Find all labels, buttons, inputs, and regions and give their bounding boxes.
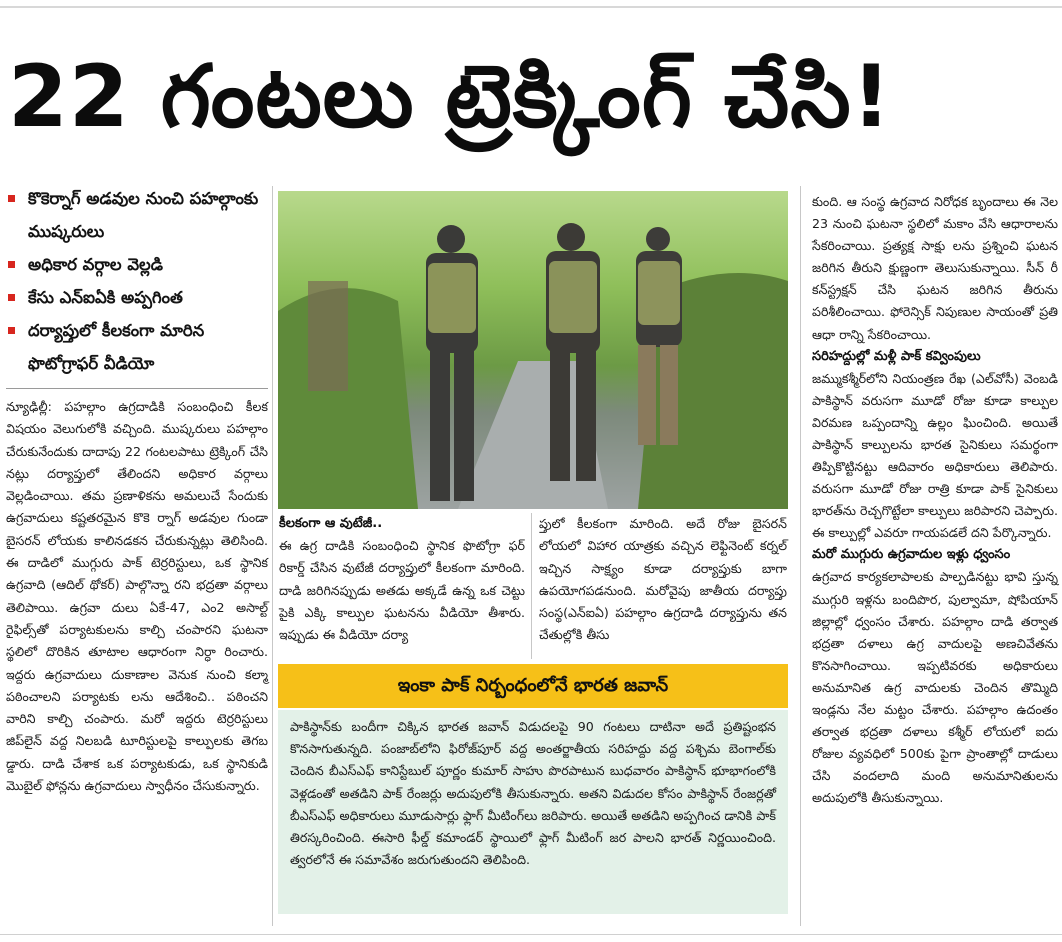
- highlight-item: కొకెర్నాగ్ అడవుల నుంచి పహల్గాంకు ముష్కరులు: [6, 182, 268, 248]
- paragraph: ఉగ్రవాద కార్యకలాపాలకు పాల్పడినట్టు భావి స్తున్న ముగ్గురి ఇళ్లను బందిపొర, పుల్వామా, షోపియాన్ జిల్లాల్లో ధ్వంసం చేశారు. పహల్గాం దాడి తర్వాత భద్రతా దళాలు ఉగ్ర వాదులపై అణచివేతను కొనసాగించాయి. ఇప్పటివరకు అధికారులు అనుమానిత ఉగ్ర వాదులకు చెందిన తొమ్మిది ఇండ్లను నేల మట్టం చేశారు. పహల్గాం ఉదంతం తర్వాత భద్రతా దళాలు కశ్మీర్ లోయలో ఐదు రోజుల వ్యవధిలో 500కు పైగా ప్రాంతాల్లో దాడులు చేసి వందలాది మంది అనుమానితులను అదుపులోకి తీసుకున్నాయి.: [812, 569, 1058, 806]
- jawan-banner: ఇంకా పాక్ నిర్బంధంలోనే భారత జవాన్: [278, 664, 788, 708]
- left-column: [6, 182, 268, 922]
- bullet-square-icon: [8, 195, 15, 202]
- bullet-square-icon: [8, 261, 15, 268]
- section-subheading: సరిహద్దుల్లో మళ్లీ పాక్ కవ్వింపులు: [812, 348, 981, 364]
- paragraph: పాకిస్థాన్‌కు బందీగా చిక్కిన భారత జవాన్ విడుదలపై 90 గంటలు దాటినా అదే ప్రతిష్టంభన కొనసాగుతున్నది. పంజాబ్‌లోని ఫిరోజ్‌పూర్ వద్ద అంతర్జాతీయ సరిహద్దు వద్ద పశ్చిమ బెంగాల్‌కు చెందిన బీఎస్ఎఫ్ కానిస్టేబుల్ పూర్ణం కుమార్ సాహు పొరపాటున బుధవారం పాకిస్థాన్ భూభాగంలోకి వెళ్లడంతో అతడిని పాక్ రేంజర్లు అదుపులోకి తీసుకున్నారు. అతని విడుదల కోసం పాకిస్థాన్ రేంజర్లతో బీఎస్ఎఫ్ అధికారులు మూడుసార్లు ఫ్లాగ్ మీటింగ్‌లు జరిపారు. అయితే అతడిని అప్పగించ డానికి పాక్ తిరస్కరించింది. ఈసారి ఫీల్డ్ కమాండర్ స్థాయిలో ఫ్లాగ్ మీటింగ్ జర పాలని భారత్ నిర్ణయించింది. త్వరలోనే ఈ సమావేశం జరుగుతుందని తెలిపింది.: [290, 719, 776, 868]
- bullet-square-icon: [8, 294, 15, 301]
- divider: [6, 388, 268, 389]
- top-rule: [0, 6, 1062, 8]
- highlight-item: కేసు ఎన్ఐఏకి అప్పగింత: [6, 281, 268, 314]
- section-subheading: కీలకంగా ఆ వుటేజీ..: [279, 516, 383, 531]
- jawan-story-box: [278, 710, 788, 914]
- paragraph: కుంది. ఆ సంస్థ ఉగ్రవాద నిరోధక బృందాలు ఈ నెల 23 నుంచి ఘటనా స్థలిలో మకాం వేసి ఆధారాలను సేకరించాయి. ప్రత్యక్ష సాక్షు లను ప్రశ్నించి ఘటన జరిగిన తీరుని క్షుణ్ణంగా తెలుసుకున్నాయి. సీన్ రీ కన్‌స్ట్రక్షన్ చేసి ఘటన జరిగిన తీరును పరిశీలించాయి. ఫోరెన్సిక్ నిపుణుల సాయంతో ప్రతి ఆధా రాన్ని సేకరించాయి.: [812, 194, 1058, 342]
- section-subheading: మరో ముగ్గురు ఉగ్రవాదుల ఇళ్లు ధ్వంసం: [812, 547, 1011, 563]
- right-column: [812, 191, 1058, 926]
- column-divider: [531, 513, 532, 659]
- highlight-item: దర్యాప్తులో కీలకంగా మారిన ఫొటోగ్రాఫర్ వీడియో: [6, 314, 268, 380]
- column-divider: [272, 186, 273, 926]
- headline: 22 గంటలు ట్రెక్కింగ్ చేసి!: [8, 47, 892, 147]
- highlights-list: [6, 182, 268, 380]
- bottom-rule: [0, 934, 1062, 935]
- paragraph: ఈ ఉగ్ర దాడికి సంబంధించి స్థానిక ఫొటోగ్రా ఫర్ రికార్డ్ చేసిన వుటేజీ దర్యాప్తులో కీలకంగా మారింది. దాడి జరిగినప్పుడు అతడు అక్కడే ఉన్న ఒక చెట్టు పైకి ఎక్కి కాల్పుల ఘటనను వీడియో తీశారు. ఇప్పుడు ఈ వీడియో దర్యా: [279, 538, 525, 643]
- soldiers-walking-illustration: [278, 191, 788, 509]
- key-footage-column-1: [279, 513, 525, 663]
- column-divider: [800, 186, 801, 926]
- key-footage-column-2: [539, 513, 787, 663]
- news-photo: [278, 191, 788, 509]
- lead-paragraph: న్యూఢిల్లీ: పహల్గాం ఉగ్రదాడికి సంబంధించి కీలక విషయం వెలుగులోకి వచ్చింది. ముష్కరులు పహల్గాం చేరుకునేందుకు దాదాపు 22 గంటలపాటు ట్రెక్కింగ్ చేసి నట్లు దర్యాప్తులో తేలిందని అధికార వర్గాలు వెల్లడించాయి. తమ ప్రణాళికను అమలుచే సేందుకు ఉగ్రవాదులు కష్టతరమైన కొకె ర్నాగ్ అడవుల గుండా బైసరన్ లోయకు కాలినడకన చేరుకున్నట్లు తెలిసింది. ఈ దాడిలో ముగ్గురు పాక్ టెర్రరిస్టులు, ఒక స్థానిక ఉగ్రవాది (ఆదిల్ థోకర్) పాల్గొన్నా రని భద్రతా వర్గాలు తెలిపాయి. ఉగ్రవా దులు ఏకే-47, ఎం2 అసాల్ట్ రైఫిల్స్‌తో పర్యాటకులను కాల్చి చంపారని ఘటనా స్థలిలో దొరికిన తూటాల ఆధారంగా నిర్ధా రించారు. ఇద్దరు ఉగ్రవాదులు దుకాణాల వెనుక నుంచి కల్మా పఠించాలని పర్యాటకు లను ఆదేశించి.. పఠించని వారిని కాల్చి చంపారు. మరో ఇద్దరు టెర్రరిస్టులు జిప్‌లైన్ వద్ద నిలబడి టూరిస్టులపై కాల్పులకు తెగబ డ్డారు. దాడి చేశాక ఒక పర్యాటకుడు, ఒక స్థానికుడి మొబైల్ ఫోన్లను ఉగ్రవాదులు స్వాధీనం చేసుకున్నారు.: [6, 399, 268, 794]
- paragraph: జమ్ముకశ్మీర్‌లోని నియంత్రణ రేఖ (ఎల్‌వోసీ) వెంబడి పాకిస్థాన్ వరుసగా మూడో రోజు కూడా కాల్పుల విరమణ ఒప్పందాన్ని ఉల్లం ఘించింది. అయితే పాకిస్థాన్ కాల్పులను భారత సైనికులు సమర్థంగా తిప్పికొట్టినట్టు ఆదివారం అధికారులు తెలిపారు. వరుసగా మూడో రోజు రాత్రి కూడా పాక్ సైనికులు భారత్‌ను రెచ్చగొట్టేలా కాల్పులు జరిపారని చెప్పారు. ఈ కాల్పుల్లో ఎవరూ గాయపడలే దని పేర్కొన్నారు.: [812, 370, 1058, 541]
- paragraph: ప్తులో కీలకంగా మారింది. అదే రోజు బైసరన్ లోయలో విహార యాత్రకు వచ్చిన లెఫ్టినెంట్ కర్నల్ ఇచ్చిన సాక్ష్యం కూడా దర్యాప్తుకు బాగా ఉపయోగపడనుంది. మరోవైపు జాతీయ దర్యాప్తు సంస్థ(ఎన్ఐఏ) పహల్గాం ఉగ్రదాడి దర్యాప్తును తన చేతుల్లోకి తీసు: [539, 516, 787, 643]
- bullet-square-icon: [8, 327, 15, 334]
- highlight-item: అధికార వర్గాల వెల్లడి: [6, 248, 268, 281]
